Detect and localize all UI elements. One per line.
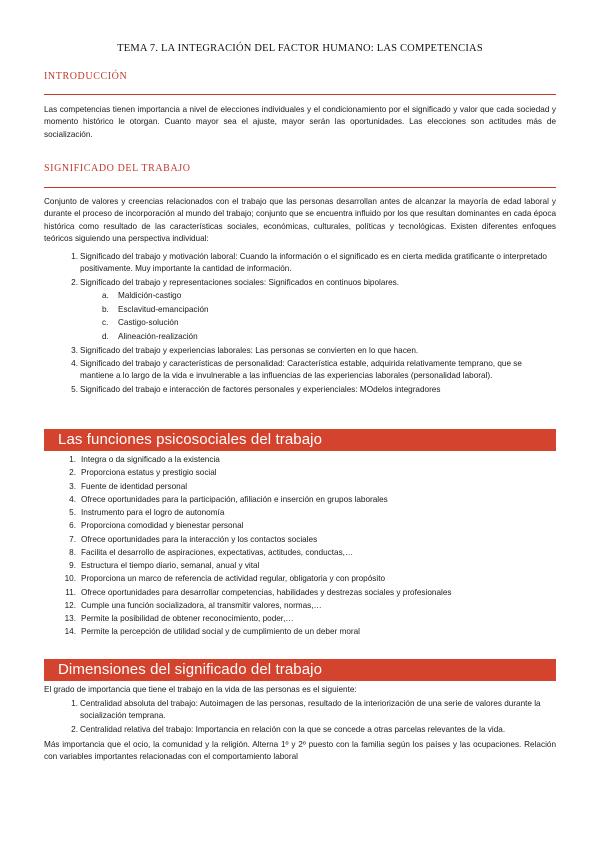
item-text: Centralidad absoluta del trabajo: Autoimagen de las personas, resultado de la interiorización de una serie de valores durante la socialización temprana. xyxy=(80,699,541,721)
item-number: 10. xyxy=(64,574,76,584)
subitem-letter: b. xyxy=(102,304,109,314)
item-number: 11. xyxy=(65,587,76,597)
item-text: Instrumento para el logro de autonomía xyxy=(81,508,225,517)
list-item xyxy=(44,559,556,572)
item-text: Ofrece oportunidades para la participación, afiliación e inserción en grupos laborales xyxy=(81,494,388,504)
list-item xyxy=(44,533,556,546)
item-number: 4. xyxy=(69,494,76,504)
subitem-letter: a. xyxy=(102,291,109,301)
list-item xyxy=(44,250,556,276)
item-number: 13. xyxy=(64,614,76,623)
item-number: 1. xyxy=(69,455,76,464)
significado-rule xyxy=(44,187,556,188)
subitem-text: Alineación-realización xyxy=(118,332,198,341)
item-number: 2. xyxy=(69,468,76,478)
dimensiones-intro: El grado de importancia que tiene el trabajo en la vida de las personas es el siguiente: xyxy=(44,685,357,694)
item-text: Ofrece oportunidades para la interacción y los contactos sociales xyxy=(81,534,318,544)
list-item xyxy=(44,276,556,344)
item-text: Fuente de identidad personal xyxy=(81,481,188,491)
item-number: 2. xyxy=(71,277,78,287)
list-item xyxy=(44,599,556,612)
list-item xyxy=(44,697,556,723)
item-number: 1. xyxy=(71,252,78,261)
list-item xyxy=(44,466,556,479)
list-item xyxy=(44,723,556,736)
dimensiones-list xyxy=(44,697,556,736)
list-item xyxy=(44,357,556,383)
item-text: Significado del trabajo y motivación laboral: Cuando la información o el significado es en cierta medida gratificante o interpretado positivamente. Muy importante la cantidad de información. xyxy=(80,252,547,274)
subitem-text: Maldición-castigo xyxy=(118,291,182,301)
significado-paragraph: Conjunto de valores y creencias relacionados con el trabajo que las personas desarrollan antes de alcanzar la mayoría de edad laboral y durante el proceso de incorporación al mundo del trabajo; conjunto que se encuentra influido por los que resultan dominantes en cada época histórica como resultado de las características sociales, económicas, culturales, políticas y tecnológicas. Existen diferentes enfoques teóricos siguiendo una perspectiva individual: xyxy=(44,197,556,244)
item-number: 4. xyxy=(71,359,78,368)
list-item xyxy=(44,572,556,585)
significado-heading: SIGNIFICADO DEL TRABAJO xyxy=(44,163,191,174)
list-item xyxy=(44,453,556,466)
document-title: TEMA 7. LA INTEGRACIÓN DEL FACTOR HUMANO: LAS COMPETENCIAS xyxy=(117,43,483,54)
significado-list xyxy=(44,250,556,396)
item-number: 3. xyxy=(71,345,78,355)
item-text: Significado del trabajo y características de personalidad: Característica estable, adquirida relativamente temprano, que se mantiene a lo largo de la vida e invulnerable a las influencias de las experiencias laborales (personalidad laboral). xyxy=(80,359,522,381)
item-number: 12. xyxy=(64,600,76,610)
item-text: Integra o da significado a la existencia xyxy=(81,455,220,464)
list-item xyxy=(44,586,556,599)
item-number: 1. xyxy=(71,699,78,708)
item-text: Cumple una función socializadora, al transmitir valores, normas,… xyxy=(81,600,322,610)
list-item xyxy=(44,546,556,559)
dimensiones-banner xyxy=(44,659,556,681)
subitem-text: Esclavitud-emancipación xyxy=(118,304,209,314)
item-text: Permite la posibilidad de obtener reconocimiento, poder,… xyxy=(81,614,294,623)
subitem-letter: c. xyxy=(102,318,109,328)
item-number: 9. xyxy=(69,561,76,570)
item-text: Significado del trabajo y experiencias laborales: Las personas se convierten en lo que hacen. xyxy=(80,345,419,355)
item-text: Significado del trabajo y representaciones sociales: Significados en continuos bipolares. xyxy=(80,277,400,287)
sublist-item xyxy=(80,303,556,317)
list-item xyxy=(44,506,556,519)
funciones-heading: Las funciones psicosociales del trabajo xyxy=(58,431,323,448)
intro-heading: INTRODUCCIÓN xyxy=(44,71,128,82)
item-text: Facilita el desarrollo de aspiraciones, expectativas, actitudes, conductas,… xyxy=(81,547,354,557)
list-item xyxy=(44,480,556,493)
item-text: Proporciona un marco de referencia de actividad regular, obligatoria y con propósito xyxy=(81,574,386,584)
item-text: Proporciona comodidad y bienestar personal xyxy=(81,521,244,531)
item-number: 7. xyxy=(69,534,76,544)
list-item xyxy=(44,612,556,625)
item-text: Centralidad relativa del trabajo: Importancia en relación con la que se concede a otras parcelas relevantes de la vida. xyxy=(80,724,506,734)
sublist-item xyxy=(80,330,556,344)
intro-paragraph: Las competencias tienen importancia a nivel de elecciones individuales y el condicionamiento por el significado y valor que cada sociedad y momento histórico le otorgan. Cuanto mayor sea el ajuste, mayor serán las oportunidades. Las elecciones son actitudes más de socialización. xyxy=(44,105,556,139)
item-text: Estructura el tiempo diario, semanal, anual y vital xyxy=(81,561,260,570)
sublist-item xyxy=(80,316,556,330)
item-text: Permite la percepción de utilidad social y de cumplimiento de un deber moral xyxy=(81,627,360,637)
list-item xyxy=(44,383,556,396)
list-item xyxy=(44,344,556,357)
item-number: 6. xyxy=(69,521,76,531)
subitem-text: Castigo-solución xyxy=(118,318,179,328)
bipolar-sublist xyxy=(80,289,556,343)
item-text: Proporciona estatus y prestigio social xyxy=(81,468,217,478)
item-number: 5. xyxy=(71,384,78,394)
item-number: 2. xyxy=(71,724,78,734)
list-item xyxy=(44,625,556,638)
sublist-item xyxy=(80,289,556,303)
list-item xyxy=(44,519,556,532)
dimensiones-heading: Dimensiones del significado del trabajo xyxy=(58,661,323,678)
subitem-letter: d. xyxy=(102,332,109,341)
item-text: Significado del trabajo e interacción de factores personales y experienciales: MOdelos integradores xyxy=(80,384,441,394)
funciones-list xyxy=(44,453,556,639)
item-number: 5. xyxy=(69,508,76,517)
item-number: 14. xyxy=(64,627,76,637)
dimensiones-tail: Más importancia que el ocio, la comunidad y la religión. Alterna 1º y 2º puesto con la familia según los países y las ocupaciones. Relación con variables importantes relacionadas con el comportamiento laboral xyxy=(44,740,556,762)
item-number: 3. xyxy=(69,481,76,491)
list-item xyxy=(44,493,556,506)
item-number: 8. xyxy=(69,547,76,557)
funciones-banner xyxy=(44,429,556,451)
intro-rule xyxy=(44,94,556,95)
item-text: Ofrece oportunidades para desarrollar competencias, habilidades y destrezas sociales y profesionales xyxy=(81,587,452,597)
